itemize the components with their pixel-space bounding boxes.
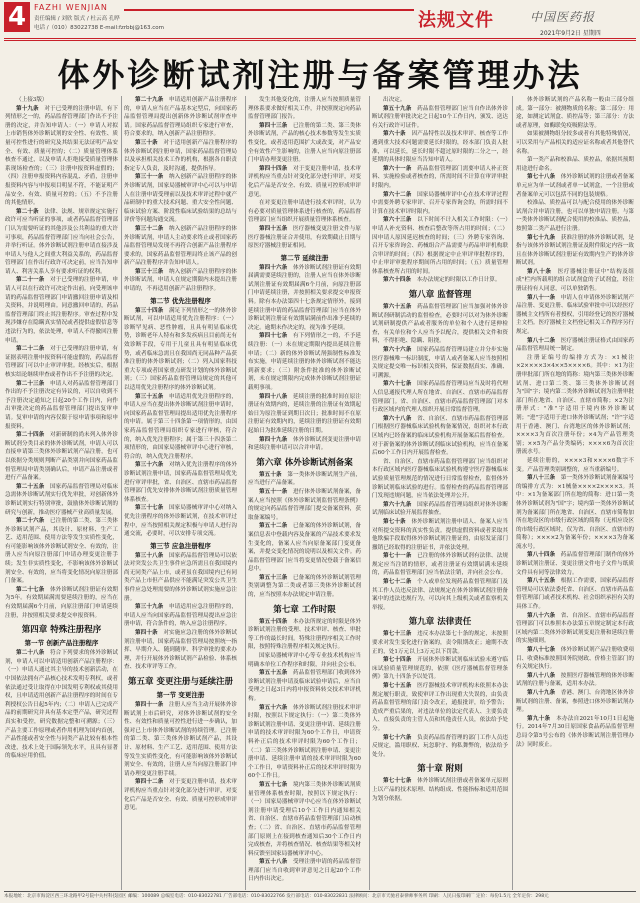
article-text: 在对变更注册申请进行技术审评时，认为有必要对质量管理体系进行核查的，药品监督管理部门应当组织开展质量管理体系核查。 <box>248 200 361 224</box>
article-number: 第二十八条 <box>16 650 51 657</box>
article-text: 本办法所规定的时限是体外诊断试剂注册的受理、技术审评、核查、审批等工作的最长时间。特殊注册程序相关工作时限，按照特殊注册程序相关规定执行。 <box>248 618 361 651</box>
article-text: 法律、法规、规章规定实施行政许可应当听证的事项，或者药品监督管理部门认为需要听证的其他涉及公共利益的重大许可事项，药品监督管理部门应当向社会公告，并举行听证。体外诊断试剂注册申请直接涉及申请人与他人之间重大利益关系的，药品监督管理部门在作出行政许可决定前，应当告知申请人、利害关系人享有要求听证的权利。 <box>5 208 118 275</box>
article-paragraph <box>516 646 634 672</box>
article-text: 纳入创新产品注册程序的体外诊断试剂，国家局器械审评中心可以与申请人在注册申请受理前以及技术审评过程中就产品研制中的重大技术问题、重大安全性问题、临床试验方案、阶段性临床试验结果的总结与评价等问题沟通交流。 <box>124 174 237 224</box>
article-number: 第六十条 <box>383 131 412 138</box>
article-text: 按照医疗器械管理的体外诊断试剂的注册与备案，适用本办法。 <box>516 672 634 688</box>
article-text: 申请适用创新产品注册程序的，申请人应当在产品基本定型后，向国家药品监督管理局提出创新体外诊断试剂审查申请。国家药品监督管理局组织专家进行审查，符合要求的，纳入创新产品注册程序。 <box>124 97 237 138</box>
article-paragraph <box>124 552 237 604</box>
article-text: 申请适用应急注册程序的，申请人应当向国家药品监督管理局提出应急注册申请，符合条件的，纳入应急注册程序。 <box>124 604 237 628</box>
article-text: 对于已受理的注册申请，有证据表明注册申报资料可能虚假的，药品监督管理部门可以中止审评审批。经核实后，根据核实结论继续审查或者作出不予注册的决定。 <box>5 346 118 378</box>
article-number: 第五十条 <box>259 471 288 478</box>
article-text: 体外诊断试剂产品注册收费项目、收费标准按照国务院财政、价格主管部门的有关规定执行。 <box>516 647 634 671</box>
article-number: 第七十六条 <box>383 734 418 741</box>
article-number: 第五十二条 <box>259 523 294 530</box>
article-paragraph <box>372 130 508 164</box>
article-number: 第四十八条 <box>259 393 294 400</box>
article-text: 医疗器械技术审评机构未依照本办法规定履行职责，致使审评工作出现重大失误的，由负责药品监督管理的部门责令改正，通报批评，给予警告；造成严重后果的，对违法单位的法定代表人、主要负责人、直接负责的主管人员和其他责任人员，依法给予处分。 <box>372 683 508 732</box>
article-number: 第七十七条 <box>383 778 418 785</box>
article-text: 本办法自2021年10月1日起施行。2014年7月30日原国家食品药品监督管理总局令第5号公布的《体外诊断试剂注册管理办法》同时废止。 <box>516 715 634 748</box>
article-number: 第三十九条 <box>135 604 170 611</box>
article-text: 国家局器械审评中心在技术审评过程中需要外聘专家审评、召开专家咨询会的，所需时间不计算在技术审评时限内。 <box>372 191 508 215</box>
article-paragraph <box>516 577 634 611</box>
article-paragraph <box>516 156 634 173</box>
section-heading: 第二节 优先注册程序 <box>150 296 211 305</box>
article-number: 第四十四条 <box>259 165 294 172</box>
article-text: 根据工作需要，国家药品监督管理局可以依法委托省、自治区、直辖市药品监督管理部门或者技术机构、社会组织承担有关的具体工作。 <box>516 578 634 611</box>
article-number: 第二十三条 <box>16 380 51 387</box>
article-number: 第六十四条 <box>383 277 417 284</box>
article-paragraph <box>372 458 508 501</box>
article-number: 第二十六条 <box>16 518 51 525</box>
article-text: 发生其他变化的，注册人应当按照质量管理体系要求做好相关工作，并按照规定向药品监督管理部门报告。 <box>248 97 361 121</box>
article-paragraph <box>372 276 508 285</box>
article-paragraph <box>516 96 634 130</box>
article-paragraph <box>372 630 508 656</box>
article-number: 第七十八条 <box>527 174 561 181</box>
article-text: 对于适用创新产品注册程序的体外诊断试剂注册申请，国家药品监督管理局以及承担相关技术工作的机构，根据各自职责指定专人负责，及时沟通，提供指导。 <box>124 139 237 172</box>
article-number: 第七十三条 <box>383 631 418 638</box>
column-divider <box>512 96 513 890</box>
chapter-heading: 第五章 变更注册与延续注册 <box>128 677 233 687</box>
article-number: 第二十七条 <box>16 586 51 593</box>
article-number: 第五十九条 <box>383 105 418 112</box>
article-paragraph <box>248 96 361 122</box>
issue-date: 2021年9月2日 星期四 <box>540 30 601 37</box>
article-text: 注册人应当主动开展体外诊断试剂上市后研究，对体外诊断试剂的安全性、有效性和质量可控性进行进一步确认，加强对已上市体外诊断试剂的持续管理。已注册的第二类、第三类体外诊断试剂产品，其设计、原材料、生产工艺、适用范围、使用方法等发生实质性变化，有可能影响该体外诊断试剂安全、有效的，注册人应当向原注册部门申请办理变更注册手续。 <box>124 702 237 777</box>
article-number: 第八十七条 <box>527 647 561 653</box>
article-paragraph <box>248 652 361 669</box>
article-text: 药品监督管理部门需要申请人补正资料、实施检验或者核查的，所需时间不计算在审评审批时限内。 <box>372 165 508 189</box>
article-number: 第八十四条 <box>527 552 561 559</box>
article-paragraph <box>372 518 508 552</box>
article-text: 个人或单位发现药品监督管理部门及其工作人员违反法律、法规规定在体外诊断试剂注册备案中的违法违规行为，可以向其上级机关或者监察机关举报。 <box>372 579 508 611</box>
article-paragraph <box>248 264 361 333</box>
article-column-3 <box>248 96 361 892</box>
article-text: 对于已受理的注册申请，有下列情形之一的，药品监督管理部门作出不予注册的决定，并告知申请人：（一）申请人对拟上市销售体外诊断试剂的安全性、有效性、质量可控性进行的研究及其结果无法证明产品安全、有效、质量可控的；（二）质量管理体系核查不通过，以及申请人拒绝接受质量管理体系现场检查的；（三）注册申报资料虚假的；（四）注册申报资料内容混乱、矛盾，注册申报资料内容与申报项目明显不符，不能证明产品安全、有效、质量可控的；（五）不予注册的其他情形。 <box>5 105 118 207</box>
article-text: 国家局器械审评中心等专业技术机构应当明确本单位工作程序和时限，并向社会公布。 <box>248 653 361 668</box>
article-text: 国家药品监督管理局应当及时将代理人信息通报代理人所在地省、自治区、直辖市药品监督管理部门。省、自治区、直辖市药品监督管理部门对本行政区域内的代理人组织开展日常监督管理。 <box>372 381 508 414</box>
article-paragraph <box>5 483 118 517</box>
article-paragraph <box>124 225 237 268</box>
article-number: 第五十三条 <box>259 574 294 581</box>
article-text: 医疗器械变更注册文件与原医疗器械注册证合并使用，有效期截止日期与原医疗器械注册证相同。 <box>248 225 361 250</box>
article-text: 满足下列情形之一的体外诊断试剂，可以申请适用优先注册程序：（一）诊断罕见病、恶性肿瘤，且具有明显临床优势，诊断老年人特有和多发疾病且目前尚无有效诊断手段，专用于儿童且具有明显临床优势，或者临床急需且在我国尚无同品种产品获准注册的体外诊断试剂；（二）列入国家科技重大专项或者国家重点研发计划的体外诊断试剂；（三）国家药品监督管理局规定的其他可以适用优先注册程序的体外诊断试剂。 <box>124 307 237 391</box>
article-paragraph <box>124 701 237 778</box>
article-number: 第四十条 <box>135 630 164 637</box>
article-paragraph <box>248 618 361 652</box>
article-text: 纳入创新产品注册程序的体外诊断试剂，申请人在规定期限内未提出注册申请的，不再适用创新产品注册程序。 <box>124 268 237 293</box>
article-paragraph <box>372 682 508 734</box>
article-number: 第四十三条 <box>259 122 294 129</box>
article-number: 第三十一条 <box>135 174 170 181</box>
article-text: 省、自治区、直辖市药品监督管理部门可以参照本办法第五章规定制定本行政区域内第二类体外诊断试剂变更注册和延续注册的实施细则。 <box>516 612 634 645</box>
chapter-heading: 第十章 附则 <box>417 764 463 775</box>
article-text: 香港、澳门、台湾地区体外诊断试剂的注册、备案，参照进口体外诊断试剂办理。 <box>516 689 634 714</box>
article-paragraph <box>516 689 634 715</box>
chapter-heading: 第八章 监督管理 <box>408 290 472 301</box>
article-text: 已注册的第二类、第三类体外诊断试剂，产品的核心技术参数等发生实质性变化，或者适用范围扩大或改变，对产品安全有效性产生影响的，注册人应当向原注册部门申请办理变更注册。 <box>248 122 361 164</box>
article-number: 第二十五条 <box>16 483 51 490</box>
article-number: 第三十条 <box>135 139 164 146</box>
article-number: 第五十四条 <box>259 618 294 625</box>
article-number: 第八十五条 <box>527 578 561 585</box>
section-heading: 第一节 创新产品注册程序 <box>24 639 99 648</box>
article-column-5 <box>516 96 634 892</box>
article-paragraph <box>516 234 634 268</box>
article-paragraph <box>5 517 118 586</box>
article-paragraph <box>516 173 634 199</box>
article-text: 受理注册申请的药品监督管理部门应当自收到审评意见之日起20个工作日内作出决定。 <box>248 859 361 883</box>
article-text: 延续注册的，××××3和××××6数字不变。产品管理类别调整的，应当重新编号。 <box>516 457 634 473</box>
article-number: 第六十三条 <box>383 217 418 224</box>
footer-imprint: 本报地址：北京市海淀区西三环北路甲2号院中关村科技园区 邮编：100089 总编室电话：010-83022781 广告部电话：010-83022766 发行部电话：010-83022831 法律顾问：北京市天驰君泰律师事务所 印刷：人民日报印刷厂 定价：每份1.5元 全年定价：298元 <box>4 894 549 899</box>
article-number: 第三十二条 <box>135 225 170 232</box>
article-paragraph <box>248 225 361 251</box>
article-paragraph <box>248 436 361 453</box>
article-paragraph <box>372 734 508 760</box>
article-text: 违反本办法第七十条的规定，未按照要求对发生变化进行备案的，责令限期改正；逾期不改正的，处1万元以上3万元以下罚款。 <box>372 631 508 655</box>
page-number: 4 <box>4 2 30 32</box>
article-text: 第一类体外诊断试剂备案编号的编排方式为：×1械备××××2××××3。其中：×1为备案部门所在地的简称：进口第一类体外诊断试剂为"国"字；境内第一类体外诊断试剂为备案部门所在地省、自治区、直辖市简称加所在地设区的市级行政区域的简称（无相应设区的市级行政区域时，仅为省、自治区、直辖市的简称）；××××2为备案年份；××××3为备案流水号。 <box>516 475 634 550</box>
article-number: 第八十八条 <box>527 672 561 679</box>
article-paragraph <box>372 777 508 803</box>
article-number: 第六十八条 <box>383 415 418 422</box>
article-number: 第五十六条 <box>259 704 294 711</box>
article-number: 第五十八条 <box>259 859 294 866</box>
article-paragraph <box>372 346 508 380</box>
chapter-heading: 第九章 法律责任 <box>408 617 472 628</box>
article-text: 已备案的体外诊断试剂管理类别调整为第二类或者第三类体外诊断试剂的，应当按照本办法规定申请注册。 <box>248 574 361 599</box>
article-paragraph <box>248 165 361 199</box>
article-paragraph <box>372 415 508 458</box>
article-number: 第七十九条 <box>527 234 561 241</box>
article-paragraph <box>124 96 237 139</box>
article-paragraph <box>372 552 508 578</box>
article-number: 第六十七条 <box>383 381 418 388</box>
article-paragraph <box>5 345 118 379</box>
article-text: 体外诊断试剂注册技术审评时限，按照以下规定执行：（一）第二类体外诊断试剂注册申请、变更注册申请、延续注册申请的技术审评时限为60个工作日，申请资料补正后的技术审评时限为60个工作日；（二）第三类体外诊断试剂注册申请、变更注册申请、延续注册申请的技术审评时限为60个工作日，申请资料补正后的技术审评时限为60个工作日。 <box>248 704 361 780</box>
article-number: 第三十三条 <box>135 268 170 275</box>
editor-line: 责任编辑 / 刘欣 版式 / 杜云高 孔晔 <box>34 16 120 22</box>
article-text: 对实施应急注册的体外诊断试剂注册申请，国家药品监督管理局按照统一指挥、早期介入、随到随审、科学审批的要求办理，并行开展体外诊断试剂产品检验、体系核查、技术审评等工作。 <box>124 630 237 671</box>
article-paragraph <box>516 715 634 749</box>
chapter-heading: 第六章 体外诊断试剂备案 <box>256 457 353 468</box>
article-paragraph <box>248 574 361 600</box>
article-paragraph <box>372 656 508 682</box>
article-paragraph <box>372 165 508 191</box>
article-text: 国家药品监督管理局建立并分步实施医疗器械唯一标识制度，申请人或者备案人应当按照相关规定提交唯一标识相关资料，保证数据真实、准确、可溯源。 <box>372 347 508 379</box>
article-paragraph <box>124 173 237 225</box>
article-paragraph <box>372 216 508 276</box>
article-text: 校准品、质控品可以与配合使用的体外诊断试剂合并申请注册，也可以单独申请注册。与第一类体外诊断试剂配合使用的校准品、质控品，按照第二类产品进行注册。 <box>516 200 634 232</box>
article-paragraph <box>248 522 361 574</box>
article-paragraph <box>372 303 508 346</box>
article-text: 对纳入优先注册程序的体外诊断试剂注册申请，国家药品监督管理局优先进行审评审批，省、自治区、直辖市药品监督管理部门优先安排体外诊断试剂注册质量管理体系核查。 <box>124 462 237 503</box>
article-text: 负责药品监督管理的部门工作人员违反规定，滥用职权、玩忽职守、徇私舞弊的，依法给予处分。 <box>372 734 508 758</box>
article-paragraph <box>516 199 634 233</box>
article-paragraph <box>124 603 237 629</box>
article-text: 出决定。 <box>383 97 406 103</box>
article-text: 省、自治区、直辖市药品监督管理部门应当组织对本行政区域内医疗器械临床试验机构遵守医疗器械临床试验质量管理规范的情况进行日常监督检查，监督体外诊断试剂临床试验的进行。监督检查的药品监督管理部门发现违规问题，应当依法处理并公开。 <box>372 458 508 500</box>
article-number: 第二十条 <box>16 208 45 215</box>
article-paragraph <box>5 431 118 483</box>
article-number: 第八十一条 <box>527 294 561 301</box>
article-text: 医疗器械注册证中"结构及组成"栏内所载明的组合试剂盒的子试剂盒，经注册证持有人同意，可以单独销售。 <box>516 268 634 293</box>
article-paragraph <box>516 474 634 551</box>
article-column-4 <box>372 96 508 892</box>
article-text: 开展体外诊断试剂临床试验未遵守临床试验质量管理规范的，依照《医疗器械监督管理条例》第九十四条予以处罚。 <box>372 657 508 681</box>
article-number: 第二十四条 <box>16 432 51 439</box>
article-number: 第十九条 <box>16 105 45 112</box>
article-text: （上接3版） <box>16 97 48 103</box>
article-text: 以下时间不计入相关工作时限：（一）申请人补充资料、核查后整改等所占用的时间；（二）因申请人原因延迟核查的时间；（三）外聘专家咨询、召开专家咨询会、药械组合产品需要与药品审评机构联合审评的时间；（四）根据规定中止审评审批程序的，中止审评审批程序期间所占用的时间；（五）质量管理体系核查所占用的时间。 <box>372 217 508 275</box>
article-number: 第四十六条 <box>259 264 294 271</box>
article-number: 第三十四条 <box>135 307 170 314</box>
article-paragraph <box>372 96 508 105</box>
article-paragraph <box>248 669 361 703</box>
column-divider <box>245 96 246 890</box>
article-number: 第八十二条 <box>527 337 561 344</box>
article-paragraph <box>5 105 118 208</box>
section-title: 法规文件 <box>418 10 494 31</box>
article-paragraph <box>124 629 237 672</box>
article-number: 第五十一条 <box>259 488 294 495</box>
masthead-rule-secondary <box>4 40 636 41</box>
article-text: 本办法规定的时限以工作日计算。 <box>416 277 501 284</box>
article-paragraph <box>124 393 237 462</box>
article-paragraph <box>5 276 118 345</box>
article-paragraph <box>516 268 634 294</box>
article-paragraph <box>248 332 361 392</box>
article-paragraph <box>372 105 508 131</box>
section-heading: 第一节 变更注册 <box>156 691 205 699</box>
article-text: 省、自治区、直辖市药品监督管理部门根据医疗器械临床试验机构备案情况，组织对本行政区域内已经备案的临床试验机构开展备案后监督检查。对于新备案的体外诊断试剂临床试验机构，应当在备案后60个工作日内开展监督检查。 <box>372 415 508 457</box>
section-heading: 第二节 延续注册 <box>280 253 329 262</box>
section-english-name: FAZHI WENJIAN <box>34 3 108 12</box>
chapter-heading: 第七章 工作时限 <box>273 604 336 615</box>
article-paragraph <box>248 471 361 488</box>
article-paragraph <box>124 139 237 173</box>
article-number: 第七十五条 <box>383 683 418 689</box>
section-heading: 第三节 应急注册程序 <box>150 541 211 550</box>
newspaper-logo: 中国医药报 <box>530 10 596 24</box>
article-paragraph <box>516 612 634 646</box>
article-paragraph <box>372 578 508 612</box>
article-text: 体外诊断试剂注册申请人、备案人应当对所提交资料的真实性负责。提供虚假资料或者采取其他欺骗手段取得体外诊断试剂注册证的，由原发证部门撤销已经取得的注册证书，并依法处理。 <box>372 518 508 551</box>
article-paragraph <box>516 457 634 474</box>
article-number: 第三十五条 <box>135 393 170 400</box>
masthead-divider <box>124 9 414 11</box>
article-text: 如果被测物组分较多或者有其他特殊情况，可以采用与产品相关的适应证名称或者其他替代名称。 <box>516 131 634 155</box>
article-number: 第六十二条 <box>383 191 418 198</box>
article-text: 药品监督管理部门收到体外诊断试剂注册申请及临床试验申请后，应当自受理之日起3日内将申报资料转交技术审评机构。 <box>248 670 361 702</box>
contact-line: 电话 /（010）83022738 E-mail:fzrbbj@163.com <box>34 25 165 31</box>
article-text: 第一类体外诊断试剂生产前，应当进行产品备案。 <box>248 471 361 487</box>
article-paragraph <box>124 778 237 812</box>
article-paragraph <box>5 208 118 277</box>
article-number: 第八十三条 <box>527 475 561 482</box>
article-text: 医疗器械注册证格式由国家药品监督管理局统一制定。 <box>516 337 634 353</box>
article-text: 申请人在申请体外诊断试剂产品注册、变更注册、临床试验审批中可以经医疗器械主文档所有者授权，引用经登记的医疗器械主文档。医疗器械主文档登记相关工作程序另行规定。 <box>516 294 634 336</box>
article-number: 第七十条 <box>383 518 412 525</box>
article-paragraph <box>248 199 361 225</box>
article-number: 第二十一条 <box>16 277 51 284</box>
article-text: 国家药品监督管理局组织对体外诊断试剂临床试验开展监督抽查。 <box>372 501 508 517</box>
article-text: 国家药品监督管理局对临床急需体外诊断试剂实行优先审批，对创新体外诊断试剂实行特别审批，鼓励体外诊断试剂的研究与创新，推动医疗器械产业高质量发展。 <box>5 483 118 516</box>
article-number: 第八十九条 <box>527 689 561 696</box>
article-text: 体外诊断试剂注册证有效期届满需要延续注册的，注册人应当在体外诊断试剂注册证有效期届满6个月前，向原注册部门申请延续注册，并按照相关要求提交申报资料。除有本办法第四十七条规定情形外，接到延续注册申请的药品监督管理部门应当在体外诊断试剂注册证有效期届满前作出准予延续的决定。逾期未作决定的，视为准予延续。 <box>248 264 361 331</box>
article-text: 已注册的体外诊断试剂有法律、法规规定应当注销的情形，或者注册证有效期届满未延续的，药品监督管理部门应当依法注销，并向社会公布。 <box>372 553 508 577</box>
page-headline: 体外诊断试剂注册与备案管理办法 <box>57 56 583 94</box>
article-number: 第五十七条 <box>259 781 294 788</box>
article-paragraph <box>248 488 361 522</box>
article-paragraph <box>248 122 361 165</box>
article-text: 已备案的体外诊断试剂，备案信息表中登载内容及备案的产品技术要求发生变化的，备案人应当向原备案部门变更备案，并提交变化情况的说明以及相关文件。药品监督管理部门应当将变更情况登载于备案信息中。 <box>248 523 361 573</box>
article-paragraph <box>124 307 237 393</box>
article-column-1 <box>5 96 118 892</box>
article-paragraph <box>124 461 237 504</box>
article-text: 对于已受理的注册申请，申请人可以在行政许可决定作出前，向受理该申请的药品监督管理部门申请撤回注册申请及相关资料，并说明理由。同意撤回申请的，药品监督管理部门终止其注册程序。审查过程中发现涉嫌存在隐瞒真实情况或者提供虚假信息等违法行为的，依法处理，申请人不得撤回注册申请。 <box>5 277 118 344</box>
article-number: 第七十二条 <box>383 579 418 586</box>
article-number: 第四十五条 <box>259 225 294 232</box>
article-text: 已注册的第二类、第三类体外诊断试剂产品，其设计、原材料、生产工艺、适用范围、使用方法等发生实质性变化，有可能影响该体外诊断试剂安全、有效的，注册人应当向原注册部门申请办理变更注册手续；发生非实质性变化，不影响该体外诊断试剂安全、有效的，应当将变化情况向原注册部门备案。 <box>5 518 118 585</box>
article-number: 第四十一条 <box>135 702 170 708</box>
article-text: 国家局器械审评中心对纳入优先注册程序的体外诊断试剂，在技术审评过程中，应当按照相关规定积极与申请人进行沟通交流，必要时，可以安排专项交流。 <box>124 505 237 538</box>
article-number: 第六十五条 <box>383 304 418 311</box>
article-paragraph <box>248 858 361 884</box>
article-number: 第九十条 <box>527 715 557 722</box>
article-text: 体外诊断试剂变更注册申请和延续注册申请可以合并申请。 <box>248 436 361 452</box>
article-text: 药品监督管理部门应当自作出体外诊断试剂注册审批决定之日起10个工作日内，颁发、送达有关行政许可证件。 <box>372 105 508 129</box>
article-text: 申请人对药品监督管理部门作出的不予注册决定有异议的，可以自收到不予注册决定通知之日起20个工作日内，向作出审批决定的药品监督管理部门提出复审申请。复审申请的内容仅限于原申请事项和原申报资料。 <box>5 380 118 430</box>
article-number: 第二十九条 <box>135 97 170 103</box>
article-text: 对于变更注册申请，技术审评机构应当重点针对变化部分进行审评，对变化后产品是否安全、有效、质量可控形成审评意见。 <box>124 779 237 812</box>
article-text: 药品监督管理部门应当加强对体外诊断试剂研制活动的监督检查，必要时可以对为体外诊断试剂研制提供产品或者服务的单位和个人进行延伸检查，有关单位和个人应当予以配合，提供相关文件和资料，不得拒绝、隐瞒、阻挠。 <box>372 304 508 345</box>
article-text: 体外诊断试剂的产品名称一般由三部分组成。第一部分：被测物质的名称；第二部分：用途，如测定试剂盒、质控品等；第三部分：方法或者原理，如酶联免疫吸附法等。 <box>516 97 634 129</box>
article-paragraph <box>5 96 118 105</box>
article-text: 第一类产品和校准品、质控品，依据其预期用途进行命名。 <box>516 157 634 172</box>
article-paragraph <box>372 380 508 414</box>
article-text: 因产品特性以及技术审评、核查等工作遇到重大技术问题需要延长时限的，经本部门负责人批准，可以延长，延长时限不超过原时限的二分之一，经延期的具体时限应当告知申请人。 <box>372 131 508 164</box>
footer-rule <box>4 891 636 892</box>
article-paragraph <box>372 191 508 217</box>
article-number: 第六十六条 <box>383 347 418 354</box>
article-number: 第七十四条 <box>383 657 418 664</box>
article-text: 对新研制的尚未列入体外诊断试剂分类目录的体外诊断试剂，申请人可以直接申请第三类体外诊断试剂产品注册，也可以依据分类规则判断产品类别并向国家药品监督管理局申请类别确认后，申请产品注册或者进行产品备案。 <box>5 432 118 482</box>
article-number: 第六十九条 <box>383 501 418 508</box>
article-number: 第六十一条 <box>383 165 418 172</box>
article-text: 进行体外诊断试剂备案，备案人应当按照《体外诊断试剂监督管理条例》的规定向药品监督管理部门提交备案资料，获取备案编号。 <box>248 488 361 521</box>
article-number: 第五十五条 <box>259 670 294 677</box>
article-paragraph <box>516 354 634 457</box>
article-column-2 <box>124 96 237 892</box>
article-paragraph <box>5 649 118 761</box>
article-paragraph <box>248 704 361 781</box>
article-paragraph <box>124 504 237 538</box>
article-paragraph <box>248 393 361 436</box>
article-number: 第四十七条 <box>259 333 294 340</box>
article-number: 第八十条 <box>527 268 558 275</box>
article-number: 第二十二条 <box>16 346 51 353</box>
article-text: 纳入创新产品注册程序的体外诊断试剂，申请人主动要求终止或者国家药品监督管理局发现不再符合创新产品注册程序要求的，国家药品监督管理局终止该产品的创新产品注册程序并告知申请人。 <box>124 225 237 267</box>
chapter-heading: 第四章 特殊注册程序 <box>21 625 102 636</box>
article-number: 第八十六条 <box>527 612 561 619</box>
column-divider <box>121 96 122 890</box>
article-paragraph <box>248 781 361 858</box>
article-text: 获准注册的体外诊断试剂，是指与该体外诊断试剂注册证及附件限定内容一致且在体外诊断试剂注册证有效期内生产的体外诊断试剂。 <box>516 234 634 267</box>
article-text: 体外诊断试剂注册证有效期为5年。有效期届满需要延续注册的，应当在有效期届满6个月前，向原注册部门申请延续注册，并按照相关要求提交申报资料。 <box>5 586 118 619</box>
article-paragraph <box>5 380 118 432</box>
article-paragraph <box>516 294 634 337</box>
article-paragraph <box>372 501 508 518</box>
article-text: 体外诊断试剂的注册或者备案单元应为单一试剂或者单一试剂盒，一个注册或者备案单元可以包括不同的包装规格。 <box>516 174 634 198</box>
article-number: 第四十九条 <box>259 436 294 443</box>
article-text: 境内第三类体外诊断试剂质量管理体系核查时限，按照以下规定执行：（一）国家局器械审评中心应当在体外诊断试剂注册申请受理后10个工作日内通知相关省、自治区、直辖市药品监督管理部门启动核查；（二）省、自治区、直辖市药品监督管理部门原则上在接到核查通知后30个工作日内完成核查，并将核查情况、核查结果等相关材料反馈至国家局器械审评中心。 <box>248 781 361 857</box>
column-divider <box>369 96 370 890</box>
masthead <box>0 0 640 46</box>
article-number: 第三十七条 <box>135 505 170 512</box>
article-number: 第三十六条 <box>135 462 170 469</box>
article-text: 延续注册的批准时间在原注册证有效期内的，延续注册的注册证有效期起始日为原注册证到期日次日；批准时间不在原注册证有效期内的，延续注册的注册证有效期起始日为批准延续注册的日期。 <box>248 393 361 434</box>
article-text: 注册证编号的编排方式为：×1械注×2××××3×4××5××××6。其中：×1为注册审批部门所在地的简称：境内第三类体外诊断试剂、进口第二类、第三类体外诊断试剂为"国"字；境内第二类体外诊断试剂为注册审批部门所在地省、自治区、直辖市简称；×2为注册形式："准"字适用于境内体外诊断试剂；"进"字适用于进口体外诊断试剂；"许"字适用于香港、澳门、台湾地区的体外诊断试剂；××××3为首次注册年份；×4为产品管理类别；××5为产品分类编码；××××6为首次注册流水号。 <box>516 354 634 456</box>
article-text: 药品监督管理部门制作的体外诊断试剂注册证、变更注册文件电子文件与纸质文件具有同等法律效力。 <box>516 552 634 576</box>
article-text: 国家药品监督管理局可以依法对突发公共卫生事件应急所需且在我国境内尚无同类产品上市，或者虽在我国境内已有同类产品上市但产品供应不能满足突发公共卫生事件应急处理需要的体外诊断试剂实施应急注册。 <box>124 552 237 602</box>
article-paragraph <box>516 672 634 689</box>
article-number: 第七十一条 <box>383 553 418 560</box>
article-paragraph <box>5 586 118 620</box>
article-text: 符合下列要求的体外诊断试剂，申请人可以申请适用创新产品注册程序：（一）申请人通过其主导的技术创新活动，在中国依法拥有产品核心技术发明专利权，或者依法通过受让取得在中国发明专利权或其使用权，且申请适用创新产品注册程序的时间在专利授权公告日起5年内；（二）申请人已完成产品的前期研究并具有基本定型产品，研究过程真实和受控，研究数据完整和可溯源；（三）产品主要工作原理或者作用机理为国内首创，产品性能或者安全性与同类产品比较有根本性改进，技术上处于国际领先水平，且具有显著的临床应用价值。 <box>5 650 118 760</box>
article-text: 申请适用优先注册程序的，申请人应当在提出体外诊断试剂注册申请时，向国家药品监督管理局提出适用优先注册程序的申请。属于第三十四条第一项情形的，由国家药品监督管理局组织专家进行审核，符合的，纳入优先注册程序；属于第三十四条第二项情形的，由国家局器械审评中心进行审核，符合的，纳入优先注册程序。 <box>124 393 237 460</box>
article-paragraph <box>124 268 237 294</box>
article-text: 有下列情形之一的，不予延续注册：（一）未在规定期限内提出延续注册申请；（二）新的体外诊断试剂强制性标准发布实施，申请延续注册的体外诊断试剂不能达到新要求；（三）附条件批准的体外诊断试剂，未在规定期限内完成体外诊断试剂注册证载明事项。 <box>248 333 361 391</box>
article-number: 第四十二条 <box>135 779 170 786</box>
article-text: 对于变更注册申请，技术审评机构应当重点针对变化部分进行审评，对变化后产品是否安全、有效、质量可控形成审评意见。 <box>248 165 361 198</box>
article-paragraph <box>516 551 634 577</box>
article-paragraph <box>516 337 634 354</box>
article-text: 体外诊断试剂注册或者备案单元原则上以产品的技术原理、结构组成、性能指标和适用范围为划分依据。 <box>372 778 508 802</box>
masthead-rule <box>4 38 636 39</box>
article-number: 第三十八条 <box>135 552 170 559</box>
article-paragraph <box>516 130 634 156</box>
